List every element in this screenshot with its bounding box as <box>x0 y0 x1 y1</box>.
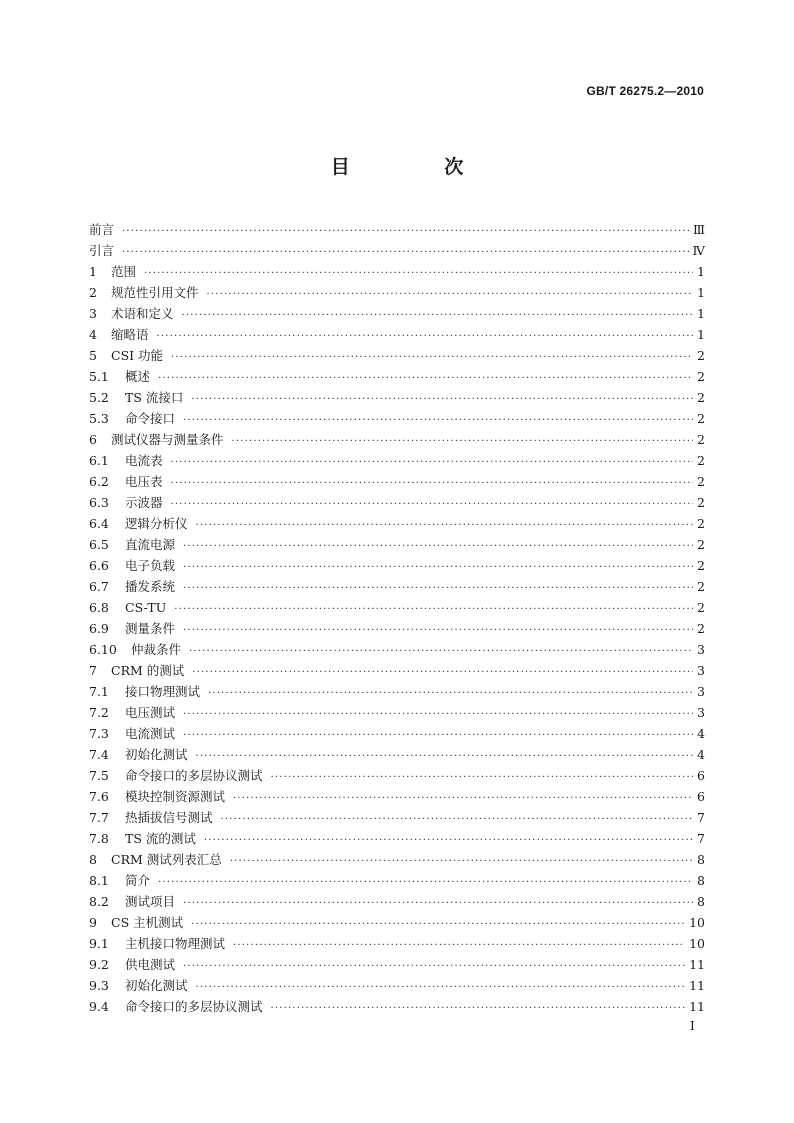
toc-entry-number: 6.8 <box>89 600 109 615</box>
toc-entry-label: 初始化测试 <box>125 978 188 993</box>
toc-entry-page: 8 <box>697 873 705 888</box>
toc-entry[interactable] <box>89 786 705 807</box>
toc-entry-label: 电压表 <box>125 474 163 489</box>
toc-entry-number: 5 <box>89 348 97 363</box>
toc-entry[interactable] <box>89 702 705 723</box>
toc-entry-page: 10 <box>689 915 705 930</box>
toc-entry-number: 7.4 <box>89 747 109 762</box>
toc-entry-page: 2 <box>697 474 705 489</box>
toc-entry[interactable] <box>89 303 705 324</box>
dot-leader <box>183 956 685 977</box>
dot-leader <box>207 284 693 305</box>
toc-entry-page: 1 <box>697 285 705 300</box>
toc-entry-page: 8 <box>697 894 705 909</box>
toc-entry-label: 模块控制资源测试 <box>125 789 226 804</box>
toc-entry-label: 直流电源 <box>125 537 176 552</box>
toc-entry[interactable] <box>89 240 705 261</box>
dot-leader <box>174 599 693 620</box>
dot-leader <box>208 683 693 704</box>
toc-entry-number: 7.5 <box>89 768 109 783</box>
dot-leader <box>230 851 693 872</box>
toc-entry-page: 1 <box>697 306 705 321</box>
toc-entry[interactable] <box>89 891 705 912</box>
toc-entry[interactable] <box>89 828 705 849</box>
toc-entry-label: 引言 <box>89 243 115 258</box>
toc-entry[interactable] <box>89 849 705 870</box>
toc-entry-label: 术语和定义 <box>111 306 174 321</box>
toc-entry-label: 逻辑分析仪 <box>125 516 188 531</box>
toc-entry-number: 6.5 <box>89 537 109 552</box>
dot-leader <box>196 515 693 536</box>
dot-leader <box>232 431 693 452</box>
toc-entry-page: 2 <box>697 390 705 405</box>
dot-leader <box>221 809 693 830</box>
dot-leader <box>183 557 693 578</box>
toc-entry-number: 9.1 <box>89 936 109 951</box>
toc-entry-page: 11 <box>689 978 705 993</box>
dot-leader <box>158 368 693 389</box>
dot-leader <box>183 536 693 557</box>
dot-leader <box>171 494 693 515</box>
toc-entry-number: 6.1 <box>89 453 109 468</box>
toc-entry[interactable] <box>89 408 705 429</box>
toc-entry-page: 11 <box>689 957 705 972</box>
toc-entry-number: 8.1 <box>89 873 109 888</box>
toc-entry-page: 3 <box>697 705 705 720</box>
toc-entry-page: 6 <box>697 789 705 804</box>
dot-leader <box>191 389 693 410</box>
toc-entry[interactable] <box>89 555 705 576</box>
toc-entry-number: 7 <box>89 663 97 678</box>
toc-entry-page: 2 <box>697 516 705 531</box>
toc-entry-label: 播发系统 <box>125 579 176 594</box>
dot-leader <box>144 263 693 284</box>
toc-entry-label: CSI 功能 <box>111 348 164 363</box>
toc-entry[interactable] <box>89 282 705 303</box>
toc-entry-number: 7.7 <box>89 810 109 825</box>
toc-entry-label: 供电测试 <box>125 957 176 972</box>
toc-entry-page: 2 <box>697 621 705 636</box>
toc-entry-label: 命令接口 <box>125 411 176 426</box>
dot-leader <box>183 620 693 641</box>
toc-entry-label: CRM 的测试 <box>111 663 185 678</box>
toc-entry-number: 6.3 <box>89 495 109 510</box>
toc-entry[interactable] <box>89 219 705 240</box>
toc-entry-number: 7.3 <box>89 726 109 741</box>
toc-entry[interactable] <box>89 366 705 387</box>
toc-entry[interactable] <box>89 450 705 471</box>
dot-leader <box>122 221 689 242</box>
toc-entry-label: CS 主机测试 <box>111 915 184 930</box>
toc-entry-number: 8.2 <box>89 894 109 909</box>
toc-entry-number: 6.2 <box>89 474 109 489</box>
toc-entry-number: 3 <box>89 306 97 321</box>
toc-entry[interactable] <box>89 723 705 744</box>
toc-entry-page: 3 <box>697 642 705 657</box>
toc-entry-page: 2 <box>697 369 705 384</box>
toc-entry[interactable] <box>89 597 705 618</box>
dot-leader <box>183 893 693 914</box>
toc-entry-number: 6.4 <box>89 516 109 531</box>
toc-entry-number: 7.6 <box>89 789 109 804</box>
toc-entry-label: 电流表 <box>125 453 163 468</box>
toc-entry-number: 8 <box>89 852 97 867</box>
toc-entry[interactable] <box>89 387 705 408</box>
toc-entry-page: 4 <box>697 747 705 762</box>
toc-entry[interactable] <box>89 954 705 975</box>
toc-entry[interactable] <box>89 807 705 828</box>
toc-entry-number: 6.6 <box>89 558 109 573</box>
dot-leader <box>192 662 693 683</box>
dot-leader <box>158 872 693 893</box>
toc-entry-label: 接口物理测试 <box>125 684 201 699</box>
toc-entry-page: 2 <box>697 453 705 468</box>
document-code: GB/T 26275.2—2010 <box>586 84 704 98</box>
toc-entry-page: 7 <box>697 831 705 846</box>
toc-entry-page: 3 <box>697 663 705 678</box>
toc-entry-number: 7.1 <box>89 684 109 699</box>
dot-leader <box>233 935 685 956</box>
toc-entry[interactable] <box>89 744 705 765</box>
toc-entry-number: 4 <box>89 327 97 342</box>
toc-entry-number: 7.2 <box>89 705 109 720</box>
dot-leader <box>182 305 693 326</box>
toc-entry[interactable] <box>89 513 705 534</box>
dot-leader <box>183 578 693 599</box>
toc-entry[interactable] <box>89 618 705 639</box>
toc-entry-label: 范围 <box>111 264 137 279</box>
toc-entry[interactable] <box>89 429 705 450</box>
toc-entry-number: 6.7 <box>89 579 109 594</box>
dot-leader <box>189 641 693 662</box>
toc-entry-page: 7 <box>697 810 705 825</box>
toc-entry-page: Ⅲ <box>692 222 705 237</box>
toc-entry-label: 初始化测试 <box>125 747 188 762</box>
toc-entry-label: 命令接口的多层协议测试 <box>125 999 263 1014</box>
dot-leader <box>191 914 685 935</box>
toc-entry-page: 4 <box>697 726 705 741</box>
toc-entry-label: 电压测试 <box>125 705 176 720</box>
toc-entry-page: 3 <box>697 684 705 699</box>
dot-leader <box>196 977 686 998</box>
toc-entry-number: 9 <box>89 915 97 930</box>
dot-leader <box>171 452 693 473</box>
toc-entry-page: 8 <box>697 852 705 867</box>
toc-entry-page: 1 <box>697 264 705 279</box>
toc-entry-page: 6 <box>697 768 705 783</box>
dot-leader <box>204 830 693 851</box>
toc-entry[interactable] <box>89 324 705 345</box>
dot-leader <box>157 326 693 347</box>
toc-entry[interactable] <box>89 345 705 366</box>
table-of-contents <box>89 219 705 1017</box>
toc-entry-number: 6.9 <box>89 621 109 636</box>
toc-entry-number: 5.2 <box>89 390 109 405</box>
toc-entry[interactable] <box>89 870 705 891</box>
toc-entry[interactable] <box>89 576 705 597</box>
toc-entry-label: 电子负载 <box>125 558 176 573</box>
toc-entry-page: Ⅳ <box>692 243 705 258</box>
toc-entry[interactable] <box>89 471 705 492</box>
toc-entry-page: 2 <box>697 495 705 510</box>
toc-entry-number: 6.10 <box>89 642 117 657</box>
toc-entry[interactable] <box>89 492 705 513</box>
toc-entry-label: 前言 <box>89 222 115 237</box>
toc-entry-label: CRM 测试列表汇总 <box>111 852 222 867</box>
toc-entry[interactable] <box>89 681 705 702</box>
toc-entry-label: 示波器 <box>125 495 163 510</box>
toc-entry-label: 规范性引用文件 <box>111 285 199 300</box>
toc-entry-number: 9.3 <box>89 978 109 993</box>
toc-entry[interactable] <box>89 765 705 786</box>
toc-entry-number: 6 <box>89 432 97 447</box>
page-title: 目 次 <box>330 156 508 178</box>
toc-entry-number: 7.8 <box>89 831 109 846</box>
toc-entry-page: 2 <box>697 600 705 615</box>
toc-entry[interactable] <box>89 996 705 1017</box>
toc-entry-page: 2 <box>697 411 705 426</box>
dot-leader <box>183 725 693 746</box>
dot-leader <box>233 788 693 809</box>
toc-entry-label: 概述 <box>125 369 151 384</box>
toc-entry[interactable] <box>89 534 705 555</box>
toc-entry-label: 命令接口的多层协议测试 <box>125 768 263 783</box>
dot-leader <box>271 767 693 788</box>
toc-entry-label: 测试项目 <box>125 894 176 909</box>
toc-entry-page: 10 <box>689 936 705 951</box>
toc-entry-page: 2 <box>697 348 705 363</box>
toc-entry-label: CS-TU <box>125 600 167 615</box>
toc-entry-number: 5.3 <box>89 411 109 426</box>
dot-leader <box>183 410 693 431</box>
toc-entry-number: 1 <box>89 264 97 279</box>
dot-leader <box>171 473 693 494</box>
toc-entry[interactable] <box>89 933 705 954</box>
toc-entry-page: 1 <box>697 327 705 342</box>
toc-entry-page: 2 <box>697 579 705 594</box>
toc-entry-label: 简介 <box>125 873 151 888</box>
dot-leader <box>196 746 693 767</box>
toc-entry-number: 2 <box>89 285 97 300</box>
toc-entry-page: 11 <box>689 999 705 1014</box>
toc-entry-number: 5.1 <box>89 369 109 384</box>
toc-entry[interactable] <box>89 975 705 996</box>
toc-entry[interactable] <box>89 261 705 282</box>
toc-entry[interactable] <box>89 639 705 660</box>
toc-entry-page: 2 <box>697 537 705 552</box>
toc-entry-label: TS 流接口 <box>125 390 184 405</box>
toc-entry-number: 9.2 <box>89 957 109 972</box>
toc-entry-page: 2 <box>697 558 705 573</box>
toc-entry-label: TS 流的测试 <box>125 831 196 846</box>
dot-leader <box>171 347 693 368</box>
toc-entry-label: 主机接口物理测试 <box>125 936 226 951</box>
toc-entry-label: 仲裁条件 <box>131 642 182 657</box>
page-number: I <box>690 1019 695 1033</box>
toc-entry-label: 缩略语 <box>111 327 149 342</box>
dot-leader <box>183 704 693 725</box>
dot-leader <box>122 242 688 263</box>
toc-entry[interactable] <box>89 912 705 933</box>
toc-entry-number: 9.4 <box>89 999 109 1014</box>
toc-entry-label: 测量条件 <box>125 621 176 636</box>
toc-entry-label: 热插拔信号测试 <box>125 810 213 825</box>
toc-entry-label: 电流测试 <box>125 726 176 741</box>
toc-entry[interactable] <box>89 660 705 681</box>
toc-entry-label: 测试仪器与测量条件 <box>111 432 224 447</box>
dot-leader <box>271 998 686 1019</box>
toc-entry-page: 2 <box>697 432 705 447</box>
